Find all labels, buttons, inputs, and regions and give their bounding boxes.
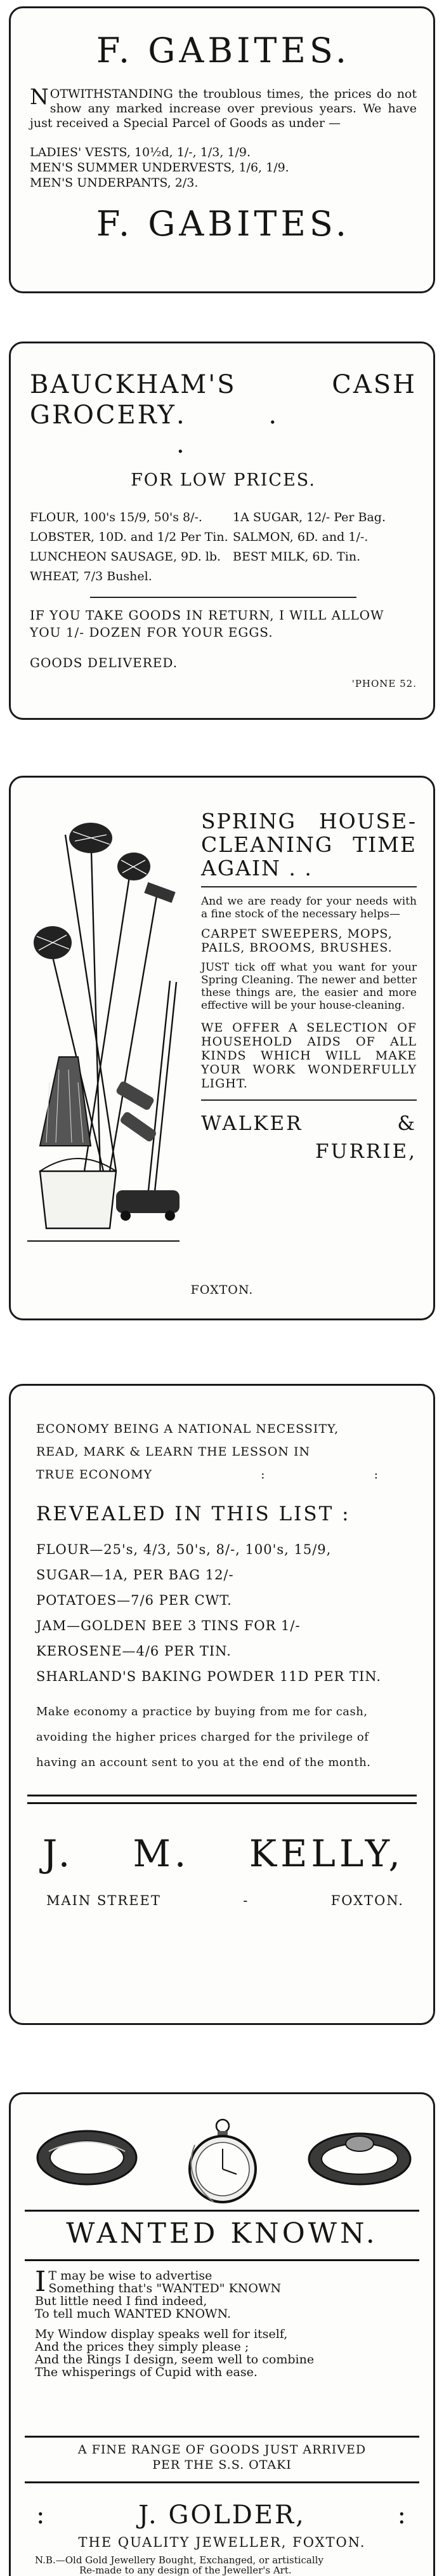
poem-line: My Window display speaks well for itself, bbox=[35, 2327, 288, 2341]
price-left: FLOUR, 100's 15/9, 50's 8/-. bbox=[30, 510, 202, 524]
poem-line: But little need I find indeed, bbox=[35, 2294, 207, 2308]
colon: : bbox=[36, 2500, 47, 2530]
furrie-name: FURRIE, bbox=[315, 1140, 417, 1163]
golder-arrivals bbox=[11, 2442, 433, 2473]
price-right: 1A SUGAR, 12/- Per Bag. bbox=[233, 510, 386, 524]
bauckham-headline-line1 bbox=[30, 370, 417, 399]
note-line: N.B.—Old Gold Jewellery Bought, Exchanged, or artistically bbox=[35, 2554, 323, 2566]
kelly-list-item: SHARLAND'S BAKING POWDER 11D PER TIN. bbox=[36, 1669, 382, 1684]
jewellery-illustration bbox=[23, 2107, 422, 2208]
golder-name-row bbox=[36, 2500, 408, 2530]
bauckham-name: BAUCKHAM'S bbox=[30, 370, 237, 399]
walker-furrie-town: FOXTON. bbox=[190, 1283, 254, 1297]
poem-line: And the Rings I design, seem well to combine bbox=[35, 2353, 315, 2367]
walker-furrie-ready: And we are ready for your needs with a fine stock of the necessary helps— bbox=[201, 895, 417, 920]
kelly-name bbox=[36, 1832, 417, 1875]
poem-line: The whisperings of Cupid with ease. bbox=[35, 2365, 258, 2379]
divider bbox=[25, 2210, 419, 2212]
kelly-prose-line: Make economy a practice by buying from me for cash, bbox=[36, 1705, 368, 1718]
poem-line: Something that's "WANTED" KNOWN bbox=[48, 2281, 282, 2295]
gabites-item-list bbox=[30, 145, 417, 190]
walker-furrie-advertisement bbox=[9, 776, 435, 1320]
price-row bbox=[30, 528, 417, 547]
kelly-street: MAIN STREET bbox=[46, 1893, 161, 1908]
poem-line: To tell much WANTED KNOWN. bbox=[35, 2307, 232, 2321]
colon: : bbox=[397, 2500, 408, 2530]
price-right: BEST MILK, 6D. Tin. bbox=[233, 550, 361, 564]
gabites-item: MEN'S UNDERPANTS, 2/3. bbox=[30, 176, 199, 190]
bauckham-delivered: GOODS DELIVERED. bbox=[30, 655, 178, 670]
gabites-item: MEN'S SUMMER UNDERVESTS, 1/6, 1/9. bbox=[30, 161, 289, 175]
gabites-intro-text: OTWITHSTANDING the troublous times, the prices do not show any marked increase over previous years. We have just received a Special Parcel of Goods as under — bbox=[30, 87, 417, 130]
divider bbox=[201, 886, 417, 887]
kelly-intro-line: ECONOMY BEING A NATIONAL NECESSITY, bbox=[36, 1422, 339, 1436]
arrivals-line: PER THE S.S. OTAKI bbox=[152, 2458, 292, 2472]
bauckham-grocery: GROCERY bbox=[30, 401, 176, 430]
pocket-watch-icon bbox=[190, 2120, 256, 2202]
golder-headline: WANTED KNOWN. bbox=[66, 2217, 378, 2250]
golder-advertisement bbox=[9, 2092, 435, 2576]
bauckham-subtitle: FOR LOW PRICES. bbox=[131, 470, 316, 490]
kelly-list-item: POTATOES—7/6 PER CWT. bbox=[36, 1593, 232, 1608]
gabites-advertisement bbox=[9, 6, 435, 293]
golder-poem bbox=[35, 2266, 415, 2386]
kelly-initial-j: J. bbox=[42, 1832, 74, 1875]
ampersand: & bbox=[397, 1112, 417, 1135]
bauckham-eggs-offer: IF YOU TAKE GOODS IN RETURN, I WILL ALLOW YOU 1/- DOZEN FOR YOUR EGGS. bbox=[30, 607, 384, 640]
kelly-initial-m: M. bbox=[133, 1832, 190, 1875]
kelly-list-item: KEROSENE—4/6 PER TIN. bbox=[36, 1643, 232, 1659]
signet-ring-icon bbox=[309, 2134, 410, 2184]
walker-furrie-name bbox=[201, 1112, 417, 1135]
gabites-footer: F. GABITES. bbox=[96, 204, 351, 244]
kelly-list-item: SUGAR—1A, PER BAG 12/- bbox=[36, 1567, 234, 1583]
note-line: Re-made to any design of the Jeweller's Art. bbox=[79, 2565, 292, 2576]
bauckham-price-list bbox=[30, 508, 417, 587]
bauckham-headline-line2 bbox=[30, 401, 417, 459]
divider bbox=[25, 2481, 419, 2483]
poem-stanza bbox=[35, 2266, 415, 2321]
divider bbox=[25, 2259, 419, 2261]
divider bbox=[25, 2436, 419, 2438]
golder-subtitle: THE QUALITY JEWELLER, FOXTON. bbox=[78, 2535, 366, 2550]
golder-note bbox=[35, 2555, 421, 2575]
kelly-address bbox=[36, 1893, 417, 1908]
kelly-prose-line: having an account sent to you at the end of the month. bbox=[36, 1756, 371, 1769]
kelly-intro-line bbox=[36, 1463, 417, 1486]
kelly-surname: KELLY, bbox=[249, 1832, 404, 1875]
dash: - bbox=[243, 1893, 249, 1908]
price-row bbox=[30, 567, 417, 587]
walker-furrie-headline: SPRING HOUSE-CLEANING TIME AGAIN . . bbox=[201, 809, 417, 880]
kelly-list-item: FLOUR—25's, 4/3, 50's, 8/-, 100's, 15/9, bbox=[36, 1542, 332, 1557]
bauckham-phone: 'PHONE 52. bbox=[351, 678, 417, 689]
kelly-list-item: JAM—GOLDEN BEE 3 TINS FOR 1/- bbox=[36, 1618, 301, 1633]
bauckham-advertisement bbox=[9, 342, 435, 720]
kelly-town: FOXTON. bbox=[330, 1893, 404, 1908]
kelly-price-list bbox=[36, 1537, 417, 1689]
price-left: WHEAT, 7/3 Bushel. bbox=[30, 569, 152, 583]
price-row bbox=[30, 508, 417, 528]
colon: : bbox=[374, 1468, 379, 1482]
kelly-advertisement bbox=[9, 1384, 435, 2025]
arrivals-line: A FINE RANGE OF GOODS JUST ARRIVED bbox=[77, 2443, 367, 2457]
poem-stanza bbox=[35, 2328, 415, 2379]
broom-and-brush-illustration bbox=[21, 816, 185, 1260]
divider bbox=[90, 597, 356, 598]
kelly-prose-line: avoiding the higher prices charged for the privilege of bbox=[36, 1730, 369, 1744]
golder-dropcap: I bbox=[35, 2266, 46, 2298]
double-rule-divider bbox=[27, 1795, 417, 1804]
walker-furrie-items: CARPET SWEEPERS, MOPS, PAILS, BROOMS, BRUSHES. bbox=[201, 927, 393, 955]
kelly-intro bbox=[36, 1417, 417, 1486]
bauckham-dots: . . . bbox=[176, 401, 315, 459]
price-right: SALMON, 6D. and 1/-. bbox=[233, 530, 369, 544]
gabites-title: F. GABITES. bbox=[96, 30, 351, 70]
gabites-intro bbox=[30, 84, 417, 131]
price-right bbox=[233, 567, 417, 587]
price-row bbox=[30, 547, 417, 567]
kelly-intro-line: READ, MARK & LEARN THE LESSON IN bbox=[36, 1445, 311, 1459]
divider bbox=[201, 1099, 417, 1101]
walker-name: WALKER bbox=[201, 1112, 303, 1135]
bauckham-cash: CASH bbox=[332, 370, 417, 399]
kelly-prose bbox=[36, 1699, 417, 1776]
gabites-item: LADIES' VESTS, 10½d, 1/-, 1/3, 1/9. bbox=[30, 145, 251, 159]
walker-furrie-tick: JUST tick off what you want for your Spring Cleaning. The newer and better these things are, the easier and more effective will be your house-cleaning. bbox=[201, 961, 417, 1012]
walker-furrie-copy bbox=[201, 809, 417, 1163]
kelly-true-economy: TRUE ECONOMY bbox=[36, 1468, 153, 1482]
ring-icon bbox=[37, 2131, 136, 2184]
kelly-heading: REVEALED IN THIS LIST : bbox=[36, 1503, 351, 1525]
walker-furrie-offer: WE OFFER A SELECTION OF HOUSEHOLD AIDS OF ALL KINDS WHICH WILL MAKE YOUR WORK WONDERFULLY LIGHT. bbox=[201, 1021, 417, 1091]
poem-line: And the prices they simply please ; bbox=[35, 2340, 249, 2354]
price-left: LOBSTER, 10D. and 1/2 Per Tin. bbox=[30, 530, 228, 544]
colon: : bbox=[261, 1468, 266, 1482]
golder-name: J. GOLDER, bbox=[138, 2500, 306, 2530]
poem-line: T may be wise to advertise bbox=[48, 2269, 212, 2283]
price-left: LUNCHEON SAUSAGE, 9D. lb. bbox=[30, 550, 221, 564]
gabites-dropcap: N bbox=[30, 84, 49, 110]
